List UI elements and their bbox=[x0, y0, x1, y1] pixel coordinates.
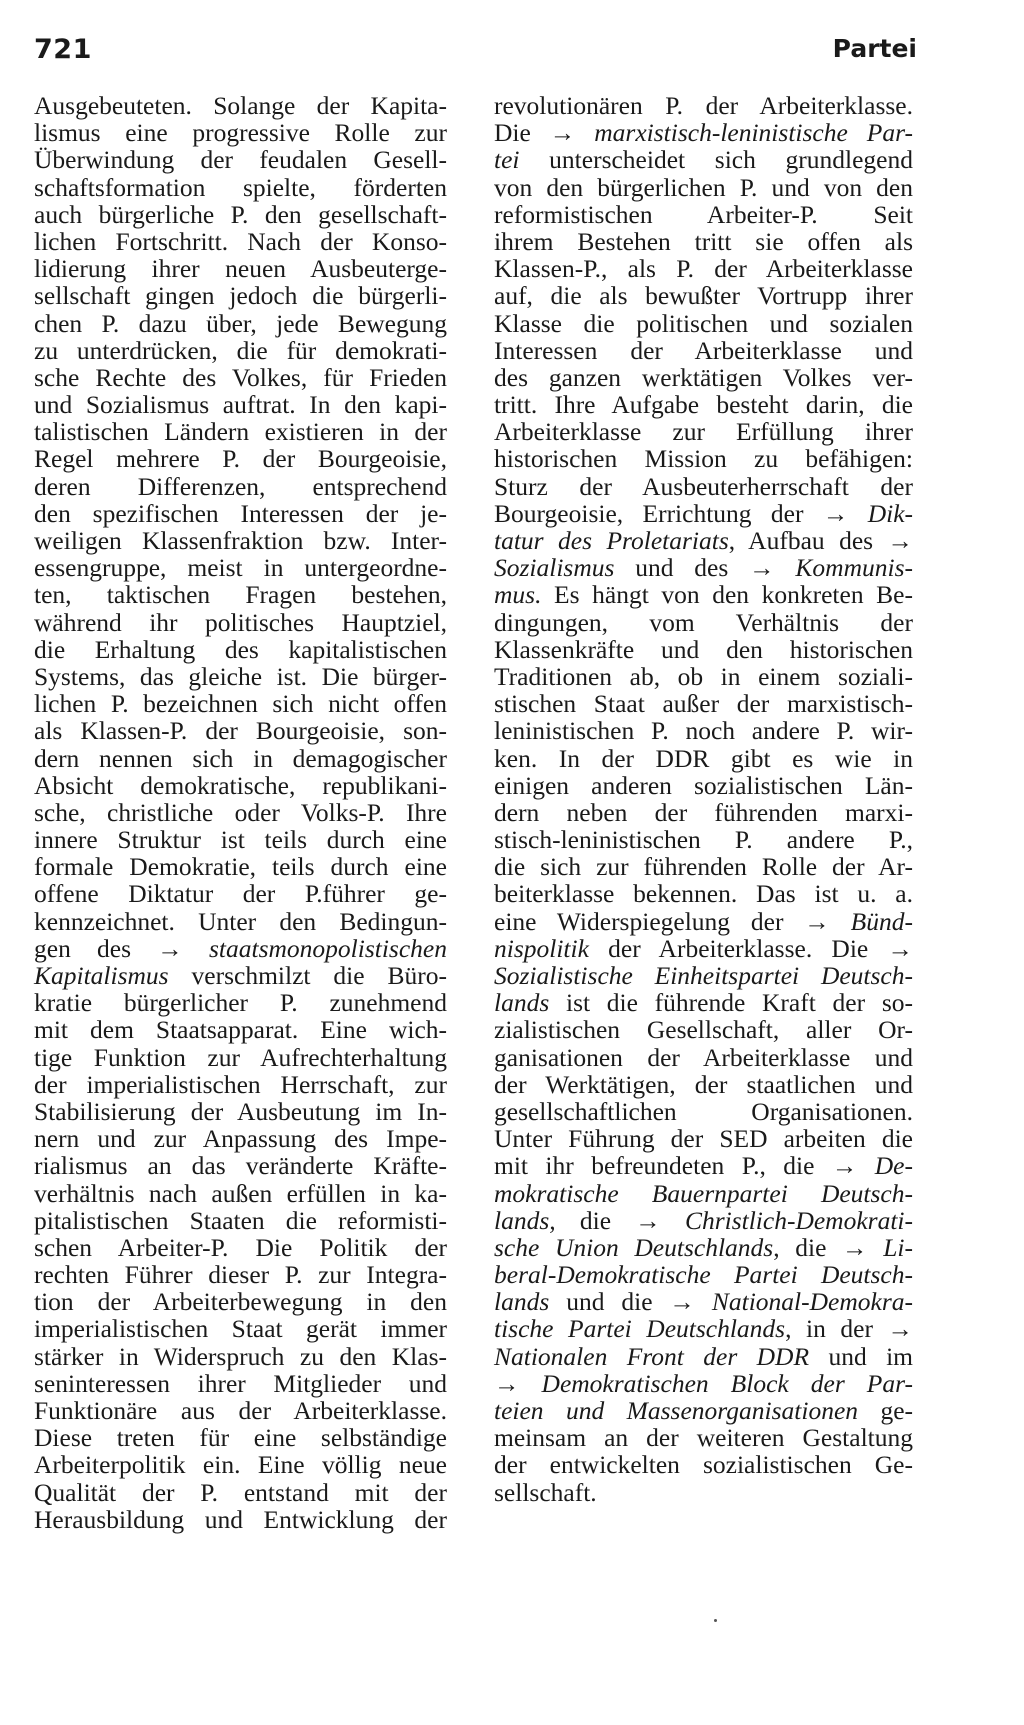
text-line: lidierung ihrer neuen Ausbeuterge- bbox=[34, 254, 447, 284]
text-line: Regel mehrere P. der Bourgeoisie, bbox=[34, 444, 447, 474]
text-line: die Erhaltung des kapitalistischen bbox=[34, 634, 447, 664]
text-line: dern nennen sich in demagogischer bbox=[34, 743, 447, 773]
text-line: Überwindung der feudalen Gesell- bbox=[34, 145, 447, 175]
text-line: der imperialistischen Herrschaft, zur bbox=[34, 1069, 447, 1099]
text-line: tritt. Ihre Aufgabe besteht darin, die bbox=[494, 390, 913, 420]
text-line: die sich zur führenden Rolle der Ar- bbox=[494, 852, 913, 882]
text-line: Klassen-P., als P. der Arbeiterklasse bbox=[494, 254, 913, 284]
text-line: Absicht demokratische, republikani- bbox=[34, 770, 447, 800]
text-line: weiligen Klassenfraktion bzw. Inter- bbox=[34, 526, 447, 555]
text-line: Sturz der Ausbeuterherrschaft der bbox=[494, 471, 913, 501]
text-line: tion der Arbeiterbewegung in den bbox=[34, 1287, 447, 1317]
text-line: Unter Führung der SED arbeiten die bbox=[494, 1124, 913, 1154]
text-line: des ganzen werktätigen Volkes ver- bbox=[494, 362, 913, 392]
text-line: tei unterscheidet sich grundlegend bbox=[494, 145, 913, 175]
text-line: kennzeichnet. Unter den Bedingun- bbox=[34, 906, 447, 936]
text-line: historischen Mission zu befähigen: bbox=[494, 444, 913, 474]
text-line: eine Widerspiegelung der → Bünd- bbox=[494, 906, 913, 936]
text-line: Nationalen Front der DDR und im bbox=[494, 1341, 913, 1371]
text-line: der entwickelten sozialistischen Ge- bbox=[494, 1450, 913, 1480]
text-line: ten, taktischen Fragen bestehen, bbox=[34, 580, 447, 610]
left-column bbox=[34, 92, 447, 1533]
text-line: sellschaft. bbox=[494, 1477, 597, 1507]
text-line: Bourgeoisie, Errichtung der → Dik- bbox=[494, 498, 913, 528]
text-line: tige Funktion zur Aufrechterhaltung bbox=[34, 1042, 447, 1072]
text-line: Ausgebeuteten. Solange der Kapita- bbox=[34, 91, 447, 120]
text-line: beral-Demokratische Partei Deutsch- bbox=[494, 1260, 913, 1290]
text-line: lismus eine progressive Rolle zur bbox=[34, 118, 447, 148]
text-line: als Klassen-P. der Bourgeoisie, son- bbox=[34, 716, 447, 746]
text-line: Klasse die politischen und sozialen bbox=[494, 308, 913, 338]
text-line: den spezifischen Interessen der je- bbox=[34, 498, 447, 528]
text-line: kratie bürgerlicher P. zunehmend bbox=[34, 988, 447, 1018]
text-line: schen Arbeiter-P. Die Politik der bbox=[34, 1232, 447, 1262]
running-title: Partei bbox=[832, 34, 917, 63]
text-line: mit dem Staatsapparat. Eine wich- bbox=[34, 1015, 447, 1045]
text-line: innere Struktur ist teils durch eine bbox=[34, 825, 447, 855]
text-line: tatur des Proletariats, Aufbau des → bbox=[494, 526, 913, 555]
text-line: und Sozialismus auftrat. In den kapi- bbox=[34, 390, 447, 420]
text-line: auf, die als bewußter Vortrupp ihrer bbox=[494, 281, 913, 311]
text-line: Herausbildung und Entwicklung der bbox=[34, 1504, 447, 1534]
text-line: seninteressen ihrer Mitglieder und bbox=[34, 1368, 447, 1398]
text-line: sche, christliche oder Volks-P. Ihre bbox=[34, 797, 447, 827]
text-line: gen des → staatsmonopolistischen bbox=[34, 933, 447, 963]
text-line: deren Differenzen, entsprechend bbox=[34, 471, 447, 501]
page-number: 721 bbox=[34, 34, 92, 65]
text-line: gesellschaftlichen Organisationen. bbox=[494, 1096, 913, 1126]
text-line: sellschaft gingen jedoch die bürgerli- bbox=[34, 281, 447, 311]
text-line: nispolitik der Arbeiterklasse. Die → bbox=[494, 933, 913, 963]
text-line: mus. Es hängt von den konkreten Be- bbox=[494, 580, 913, 610]
text-line: Kapitalismus verschmilzt die Büro- bbox=[34, 961, 447, 990]
text-line: von den bürgerlichen P. und von den bbox=[494, 172, 913, 202]
print-speck bbox=[714, 1619, 717, 1622]
text-line: lichen Fortschritt. Nach der Konso- bbox=[34, 226, 447, 256]
text-line: schaftsformation spielte, förderten bbox=[34, 172, 447, 202]
text-line: rialismus an das veränderte Kräfte- bbox=[34, 1151, 447, 1181]
text-line: formale Demokratie, teils durch eine bbox=[34, 852, 447, 882]
text-line: tische Partei Deutschlands, in der → bbox=[494, 1314, 913, 1344]
text-line: lands ist die führende Kraft der so- bbox=[494, 988, 913, 1018]
text-line: reformistischen Arbeiter-P. Seit bbox=[494, 199, 913, 229]
text-line: Qualität der P. entstand mit der bbox=[34, 1477, 447, 1507]
text-line: rechten Führer dieser P. zur Integra- bbox=[34, 1260, 447, 1290]
text-line: Funktionäre aus der Arbeiterklasse. bbox=[34, 1396, 447, 1425]
text-line: sche Union Deutschlands, die → Li- bbox=[494, 1232, 913, 1262]
text-line: chen P. dazu über, jede Bewegung bbox=[34, 308, 447, 338]
text-line: sche Rechte des Volkes, für Frieden bbox=[34, 362, 447, 392]
text-line: nern und zur Anpassung des Impe- bbox=[34, 1124, 447, 1154]
text-line: ihrem Bestehen tritt sie offen als bbox=[494, 226, 913, 256]
text-line: stärker in Widerspruch zu den Klas- bbox=[34, 1341, 447, 1371]
text-line: Klassenkräfte und den historischen bbox=[494, 634, 913, 664]
text-line: dingungen, vom Verhältnis der bbox=[494, 607, 913, 637]
text-line: einigen anderen sozialistischen Län- bbox=[494, 770, 913, 800]
text-line: offene Diktatur der P.führer ge- bbox=[34, 879, 447, 909]
text-line: lands, die → Christlich-Demokrati- bbox=[494, 1205, 913, 1235]
right-column bbox=[494, 92, 913, 1506]
text-line: meinsam an der weiteren Gestaltung bbox=[494, 1423, 913, 1453]
text-line: Diese treten für eine selbständige bbox=[34, 1423, 447, 1453]
text-line: ken. In der DDR gibt es wie in bbox=[494, 743, 913, 773]
text-line: der Werktätigen, der staatlichen und bbox=[494, 1069, 913, 1099]
text-line: zu unterdrücken, die für demokrati- bbox=[34, 335, 447, 365]
text-line: während ihr politisches Hauptziel, bbox=[34, 607, 447, 637]
text-line: essengruppe, meist in untergeordne- bbox=[34, 553, 447, 583]
text-line: mokratische Bauernpartei Deutsch- bbox=[494, 1178, 913, 1208]
text-line: auch bürgerliche P. den gesellschaft- bbox=[34, 199, 447, 229]
text-line: Die → marxistisch-leninistische Par- bbox=[494, 118, 913, 148]
text-line: Arbeiterpolitik ein. Eine völlig neue bbox=[34, 1450, 447, 1480]
text-line: ganisationen der Arbeiterklasse und bbox=[494, 1042, 913, 1072]
text-line: Interessen der Arbeiterklasse und bbox=[494, 335, 913, 365]
text-line: beiterklasse bekennen. Das ist u. a. bbox=[494, 879, 913, 909]
text-line: teien und Massenorganisationen ge- bbox=[494, 1396, 914, 1425]
text-line: stisch-leninistischen P. andere P., bbox=[494, 825, 913, 855]
text-line: verhältnis nach außen erfüllen in ka- bbox=[34, 1178, 447, 1208]
text-line: stischen Staat außer der marxistisch- bbox=[494, 689, 913, 719]
text-line: imperialistischen Staat gerät immer bbox=[34, 1314, 447, 1344]
text-line: → Demokratischen Block der Par- bbox=[494, 1368, 914, 1398]
text-line: lichen P. bezeichnen sich nicht offen bbox=[34, 689, 447, 719]
text-line: Sozialismus und des → Kommunis- bbox=[494, 553, 913, 583]
text-line: zialistischen Gesellschaft, aller Or- bbox=[494, 1015, 913, 1045]
text-line: dern neben der führenden marxi- bbox=[494, 797, 913, 827]
text-line: lands und die → National-Demokra- bbox=[494, 1287, 913, 1317]
text-line: leninistischen P. noch andere P. wir- bbox=[494, 716, 913, 746]
text-line: pitalistischen Staaten die reformisti- bbox=[34, 1205, 447, 1235]
text-line: revolutionären P. der Arbeiterklasse. bbox=[494, 91, 913, 120]
text-line: talistischen Ländern existieren in der bbox=[34, 417, 447, 447]
text-line: mit ihr befreundeten P., die → De- bbox=[494, 1151, 913, 1181]
text-line: Sozialistische Einheitspartei Deutsch- bbox=[494, 961, 913, 990]
text-line: Systems, das gleiche ist. Die bürger- bbox=[34, 661, 447, 691]
text-line: Stabilisierung der Ausbeutung im In- bbox=[34, 1096, 447, 1126]
text-line: Arbeiterklasse zur Erfüllung ihrer bbox=[494, 417, 913, 447]
text-line: Traditionen ab, ob in einem soziali- bbox=[494, 661, 913, 691]
